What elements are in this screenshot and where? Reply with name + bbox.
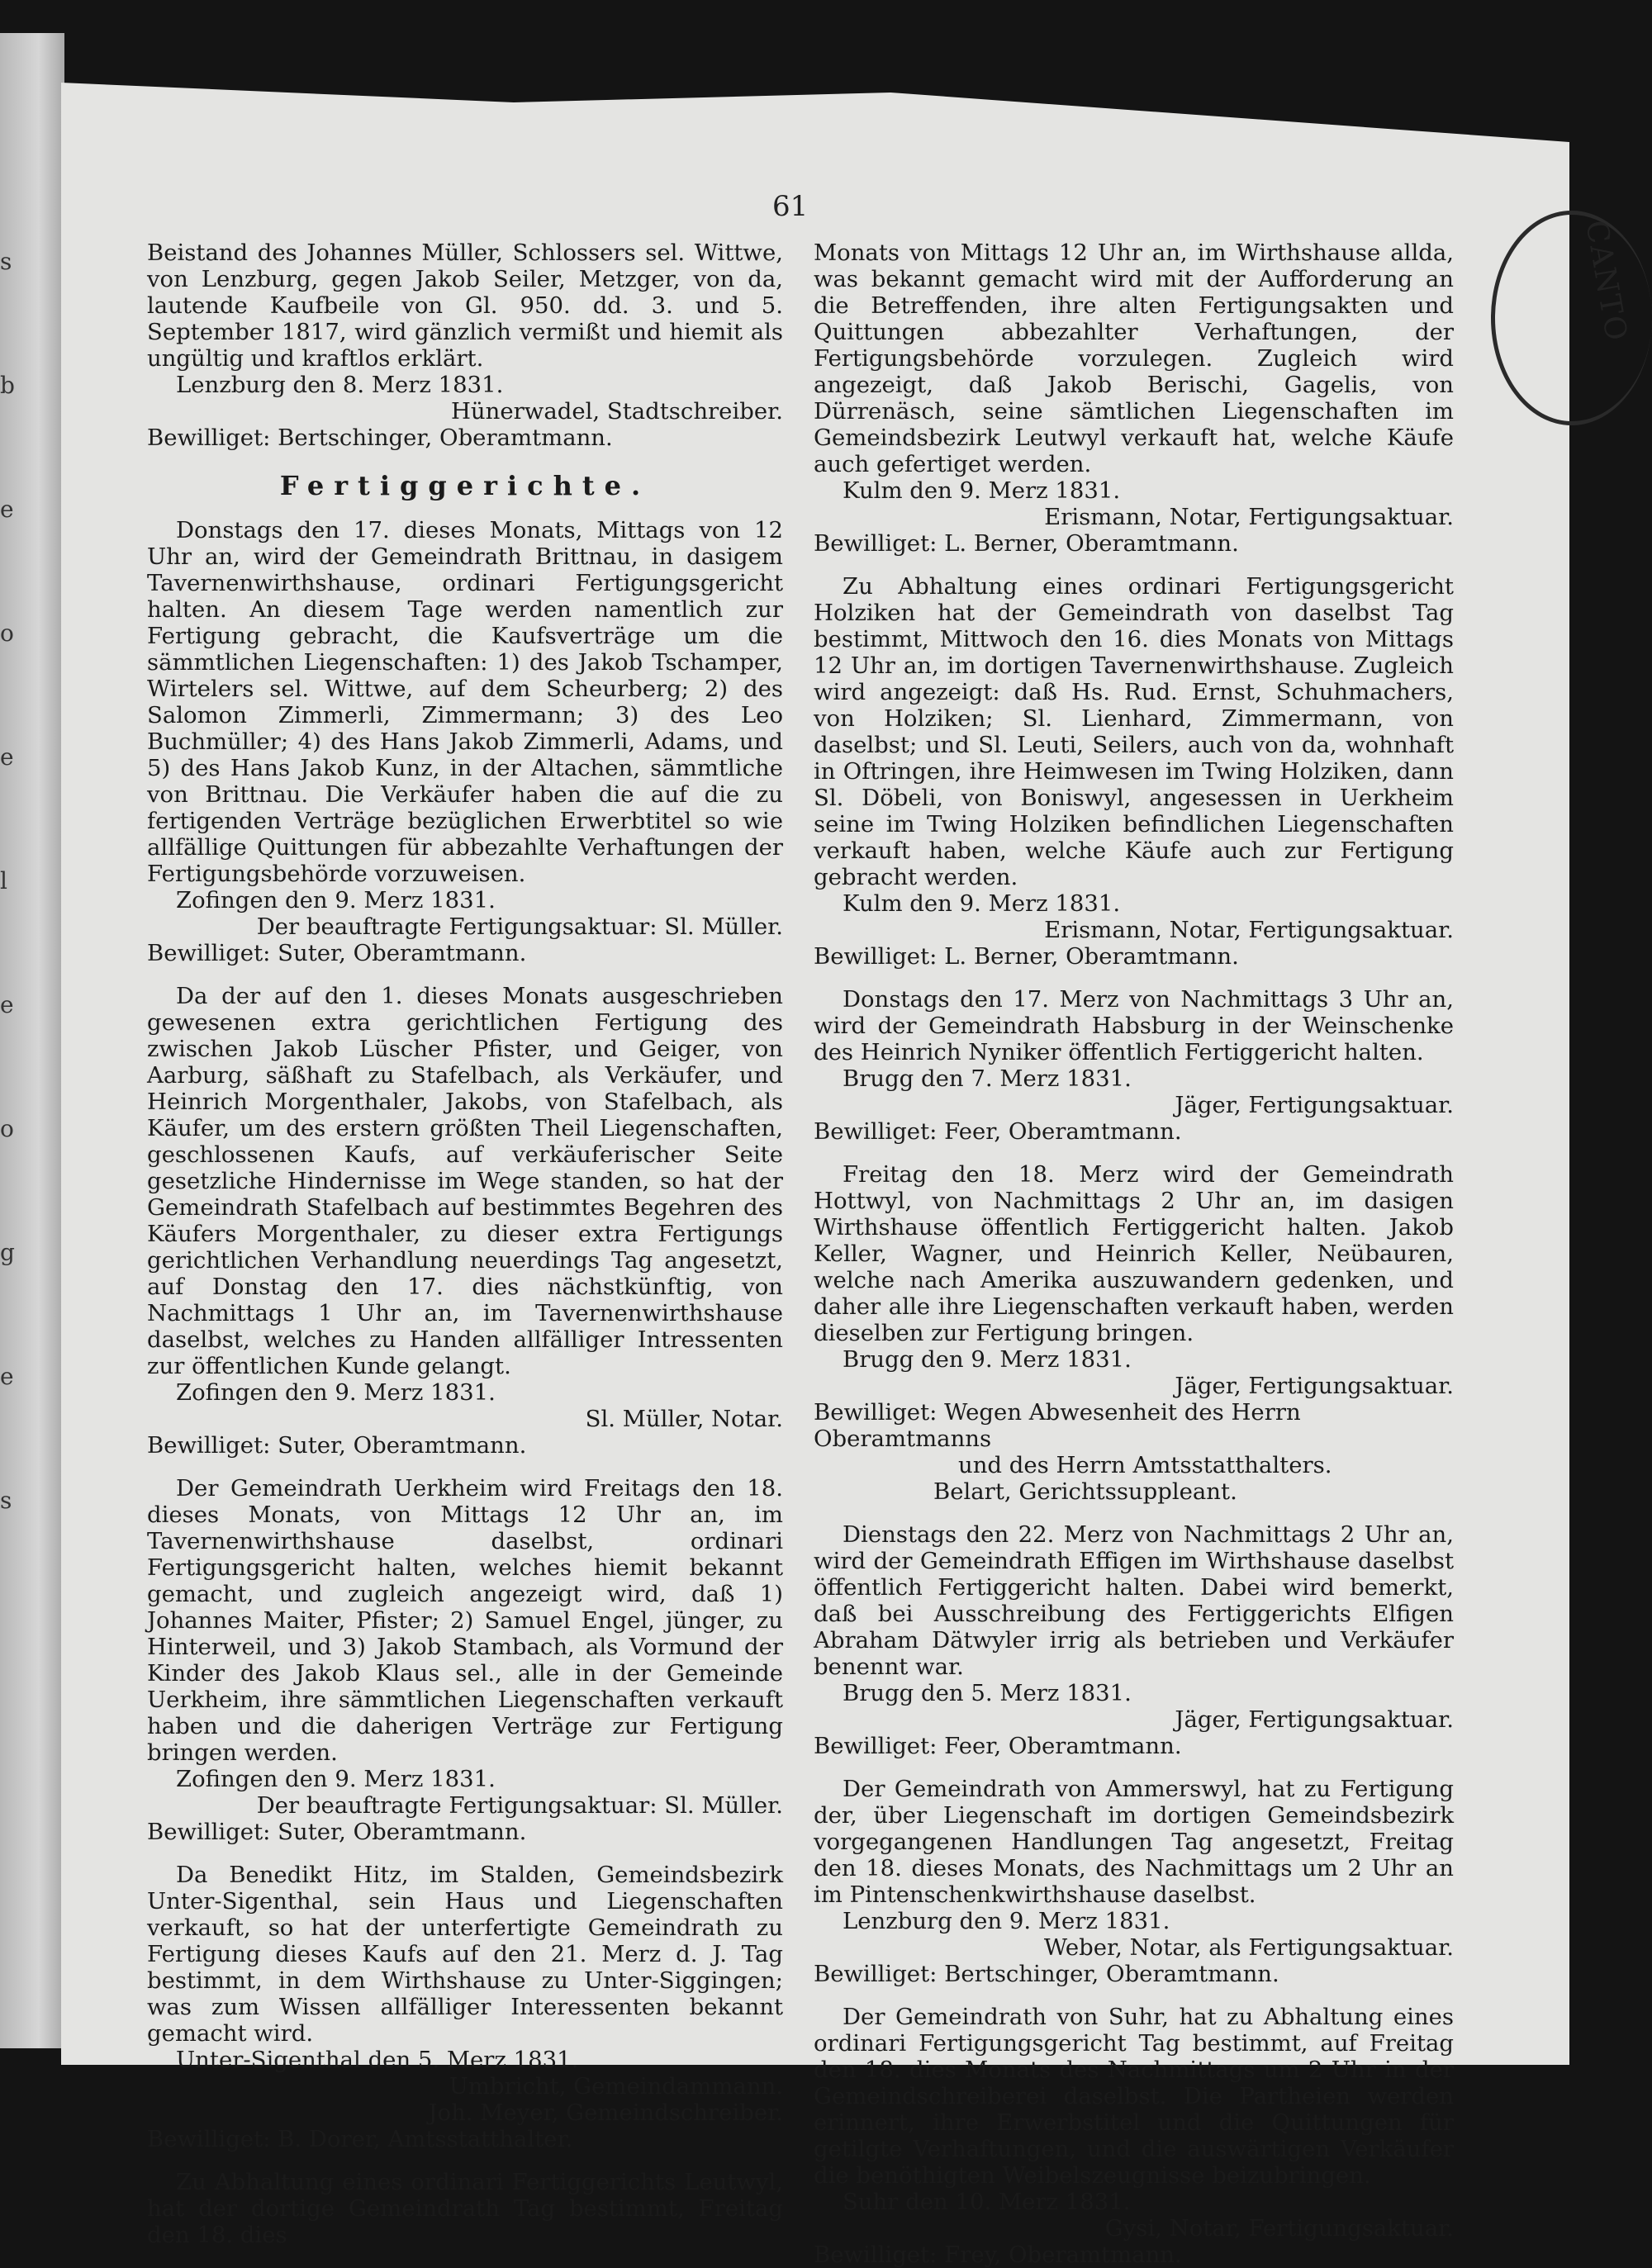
official-stamp	[1491, 211, 1652, 425]
adjacent-page-fragment: o	[0, 619, 14, 647]
adjacent-page-fragment: s	[0, 1487, 12, 1514]
adjacent-page-fragment: e	[0, 991, 14, 1018]
signature: Gysi, Notar, Fertigungsaktuar.	[1104, 2215, 1454, 2242]
place-date: Lenzburg den 8. Merz 1831.	[176, 372, 504, 398]
place-date: Brugg den 7. Merz 1831.	[843, 1065, 1132, 1092]
adjacent-page-fragment: e	[0, 496, 14, 523]
place-date: Zofingen den 9. Merz 1831.	[176, 887, 496, 913]
adjacent-page-fragment: e	[0, 1363, 14, 1390]
adjacent-page-fragment: o	[0, 1115, 14, 1142]
section-title: Fertiggerichte.	[279, 470, 651, 501]
notice-paragraph: Zu Abhaltung eines ordinari Fertigungsgericht Holziken hat der Gemeindrath von daselbst Tag bestimmt, Mittwoch den 16. dies Monats von Mittags 12 Uhr an, im dortigen Tavernenwirthshause. Zugleich wird angezeigt: daß Hs. Rud. Ernst, Schuhmachers, von Holziken; Sl. Lienhard, Zimmermann, von daselbst; und Sl. Leuti, Seilers, auch von da, wohnhaft in Oftringen, ihre Heimwesen im Twing Holziken, dann Sl. Döbeli, von Boniswyl, angesessen in Uerkheim seine im Twing Holziken befindlichen Liegenschaften verkauft haben, welche Käufe auch zur Fertigung gebracht werden.	[814, 573, 1454, 890]
signature: Joh. Meyer, Gemeindschreiber.	[428, 2100, 783, 2126]
place-date: Zofingen den 9. Merz 1831.	[176, 1766, 496, 1792]
notice-paragraph: Donstags den 17. dieses Monats, Mittags von 12 Uhr an, wird der Gemeindrath Brittnau, in dasigem Tavernenwirthshause, ordinari Fertigungsgericht halten. An diesem Tage werden namentlich zur Fertigung gebracht, die Kaufsverträge um die sämmtlichen Liegenschaften: 1) des Jakob Tschamper, Wirtelers sel. Wittwe, auf dem Scheurberg; 2) des Salomon Zimmerli, Zimmermann; 3) des Leo Buchmüller; 4) des Hans Jakob Zimmerli, Adams, und 5) des Hans Jakob Kunz, in der Altachen, sämmtliche von Brittnau. Die Verkäufer haben die auf die zu fertigenden Verträge bezüglichen Erwerbtitel so wie allfällige Quittungen für abbezahlte Verhaftungen der Fertigungsbehörde vorzuweisen.	[147, 517, 783, 887]
signature: Hünerwadel, Stadtschreiber.	[450, 398, 783, 425]
adjacent-page-fragment: g	[0, 1239, 15, 1266]
approval-line: Belart, Gerichtssuppleant.	[933, 1478, 1237, 1505]
notice-paragraph: Der Gemeindrath Uerkheim wird Freitags den 18. dieses Monats, von Mittags 12 Uhr an, im Tavernenwirthshause daselbst, ordinari Fertigungsgericht halten, welches hiemit bekannt gemacht, und zugleich angezeigt wird, daß 1) Johannes Maiter, Pfister; 2) Samuel Engel, jünger, zu Hinterweil, und 3) Jakob Stambach, als Vormund der Kinder des Jakob Klaus sel., alle in der Gemeinde Uerkheim, ihre sämmtlichen Liegenschaften verkauft haben und die daherigen Verträge zur Fertigung bringen werden.	[147, 1475, 783, 1766]
approval-line: Bewilliget: Suter, Oberamtmann.	[147, 1432, 527, 1459]
signature: Erismann, Notar, Fertigungsaktuar.	[1044, 917, 1454, 943]
notice-paragraph: Da der auf den 1. dieses Monats ausgeschrieben gewesenen extra gerichtlichen Fertigung des zwischen Jakob Lüscher Pfister, und Geiger, von Aarburg, säßhaft zu Stafelbach, als Verkäufer, und Heinrich Morgenthaler, Jakobs, von Stafelbach, als Käufer, um des erstern größten Theil Liegenschaften, geschlossenen Kaufs, auf verkäuferischer Seite gesetzliche Hindernisse im Wege standen, so hat der Gemeindrath Stafelbach auf bestimmtes Begehren des Käufers Morgenthaler, zu dieser extra Fertigungs gerichtlichen Verhandlung neuerdings Tag angesetzt, auf Donstag den 17. dies nächstkünftig, von Nachmittags 1 Uhr an, im Tavernenwirthshause daselbst, welches zu Handen allfälliger Intressenten zur öffentlichen Kunde gelangt.	[147, 983, 783, 1379]
approval-line: Bewilliget: L. Berner, Oberamtmann.	[814, 943, 1239, 970]
approval-line: Bewilliget: L. Berner, Oberamtmann.	[814, 530, 1239, 557]
approval-line: Bewilliget: Frey, Oberamtmann.	[814, 2242, 1182, 2268]
approval-line: Bewilliget: Suter, Oberamtmann.	[147, 1819, 527, 1845]
place-date: Kulm den 9. Merz 1831.	[843, 890, 1121, 917]
signature: Jäger, Fertigungsaktuar.	[1175, 1706, 1454, 1733]
adjacent-page-fragment: b	[0, 372, 15, 399]
stamp-text: CANTO	[1578, 217, 1634, 345]
right-column	[814, 240, 1454, 2268]
notice-paragraph-continued: Beistand des Johannes Müller, Schlossers sel. Wittwe, von Lenzburg, gegen Jakob Seiler, Metzger, von da, lautende Kaufbeile von Gl. 950. dd. 3. und 5. September 1817, wird gänzlich vermißt und hiemit als ungültig und kraftlos erklärt.	[147, 240, 783, 372]
notice-paragraph: Da Benedikt Hitz, im Stalden, Gemeindsbezirk Unter-Sigenthal, sein Haus und Liegenschaften verkauft, so hat der unterfertigte Gemeindrath zu Fertigung dieses Kaufs auf den 21. Merz d. J. Tag bestimmt, in dem Wirthshause zu Unter-Siggingen; was zum Wissen allfälliger Interessenten bekannt gemacht wird.	[147, 1862, 783, 2047]
approval-line: Bewilliget: Bertschinger, Oberamtmann.	[814, 1961, 1279, 1987]
notice-paragraph: Freitag den 18. Merz wird der Gemeindrath Hottwyl, von Nachmittags 2 Uhr an, im dasigen Wirthshause öffentlich Fertiggericht halten. Jakob Keller, Wagner, und Heinrich Keller, Neübauren, welche nach Amerika auszuwandern gedenken, und daher alle ihre Liegenschaften verkauft haben, werden dieselben zur Fertigung bringen.	[814, 1161, 1454, 1346]
signature: Jäger, Fertigungsaktuar.	[1175, 1092, 1454, 1118]
notice-paragraph: Der Gemeindrath von Ammerswyl, hat zu Fertigung der, über Liegenschaft im dortigen Gemeindsbezirk vorgegangenen Handlungen Tag angesetzt, Freitag den 18. dieses Monats, des Nachmittags um 2 Uhr an im Pintenschenkwirthshause daselbst.	[814, 1776, 1454, 1908]
signature: Sl. Müller, Notar.	[585, 1406, 783, 1432]
signature: Umbricht, Gemeindammann.	[449, 2073, 783, 2100]
approval-line: Bewilliget: Bertschinger, Oberamtmann.	[147, 425, 613, 451]
place-date: Suhr den 10. Merz 1831.	[843, 2189, 1131, 2215]
place-date: Kulm den 9. Merz 1831.	[843, 477, 1121, 504]
notice-paragraph: Der Gemeindrath von Suhr, hat zu Abhaltung eines ordinari Fertigungsgericht Tag bestimmt, auf Freitag den 18. dies Monats des Nachmittags um 2 Uhr in der Gemeindschreiberei daselbst. Die Partheien werden erinnert, ihre Erwerbstitel und die Quittungen für getilgte Verhaftungen, und die auswärtigen Verkäufer die benöthigten Weibelszeugnisse beizubringen.	[814, 2004, 1454, 2189]
notice-paragraph: Zu Abhaltung eines ordinari Fertiggerichts Leutwyl, hat der dortige Gemeindrath Tag bestimmt, Freitag den 18. dies	[147, 2169, 783, 2248]
approval-line: und des Herrn Amtsstatthalters.	[958, 1452, 1332, 1478]
adjacent-page-fragment: s	[0, 248, 12, 275]
signature: Der beauftragte Fertigungsaktuar: Sl. Müller.	[256, 913, 783, 940]
adjacent-page-fragment: e	[0, 743, 14, 771]
approval-line: Bewilliget: Feer, Oberamtmann.	[814, 1118, 1182, 1145]
signature: Erismann, Notar, Fertigungsaktuar.	[1044, 504, 1454, 530]
signature: Jäger, Fertigungsaktuar.	[1175, 1373, 1454, 1399]
notice-paragraph-continued: Monats von Mittags 12 Uhr an, im Wirthshause allda, was bekannt gemacht wird mit der Aufforderung an die Betreffenden, ihre alten Fertigungsakten und Quittungen abbezahlter Verhaftungen, der Fertigungsbehörde vorzulegen. Zugleich wird angezeigt, daß Jakob Berischi, Gagelis, von Dürrenäsch, seine sämtlichen Liegenschaften im Gemeindsbezirk Leutwyl verkauft hat, welche Käufe auch gefertiget werden.	[814, 240, 1454, 477]
signature: Weber, Notar, als Fertigungsaktuar.	[1043, 1934, 1454, 1961]
place-date: Lenzburg den 9. Merz 1831.	[843, 1908, 1170, 1934]
approval-line: Bewilliget: B. Dorer, Amtsstatthalter.	[147, 2126, 573, 2152]
left-column	[147, 240, 783, 2248]
approval-line: Bewilliget: Suter, Oberamtmann.	[147, 940, 527, 966]
place-date: Zofingen den 9. Merz 1831.	[176, 1379, 496, 1406]
adjacent-page-fragment: l	[0, 867, 7, 894]
notice-paragraph: Donstags den 17. Merz von Nachmittags 3 Uhr an, wird der Gemeindrath Habsburg in der Weinschenke des Heinrich Nyniker öffentlich Fertiggericht halten.	[814, 986, 1454, 1065]
signature: Der beauftragte Fertigungsaktuar: Sl. Müller.	[256, 1792, 783, 1819]
adjacent-page-edge	[0, 33, 64, 2048]
approval-line: Bewilliget: Feer, Oberamtmann.	[814, 1733, 1182, 1759]
place-date: Unter-Sigenthal den 5. Merz 1831.	[176, 2047, 579, 2073]
place-date: Brugg den 9. Merz 1831.	[843, 1346, 1132, 1373]
notice-paragraph: Dienstags den 22. Merz von Nachmittags 2 Uhr an, wird der Gemeindrath Effigen im Wirthshause daselbst öffentlich Fertiggericht halten. Dabei wird bemerkt, daß bei Ausschreibung des Fertiggerichts Elfigen Abraham Dätwyler irrig als betrieben und Verkäufer benennt war.	[814, 1521, 1454, 1680]
approval-line: Bewilliget: Wegen Abwesenheit des Herrn Oberamtmanns	[814, 1399, 1301, 1452]
place-date: Brugg den 5. Merz 1831.	[843, 1680, 1132, 1706]
page-number: 61	[772, 190, 809, 223]
